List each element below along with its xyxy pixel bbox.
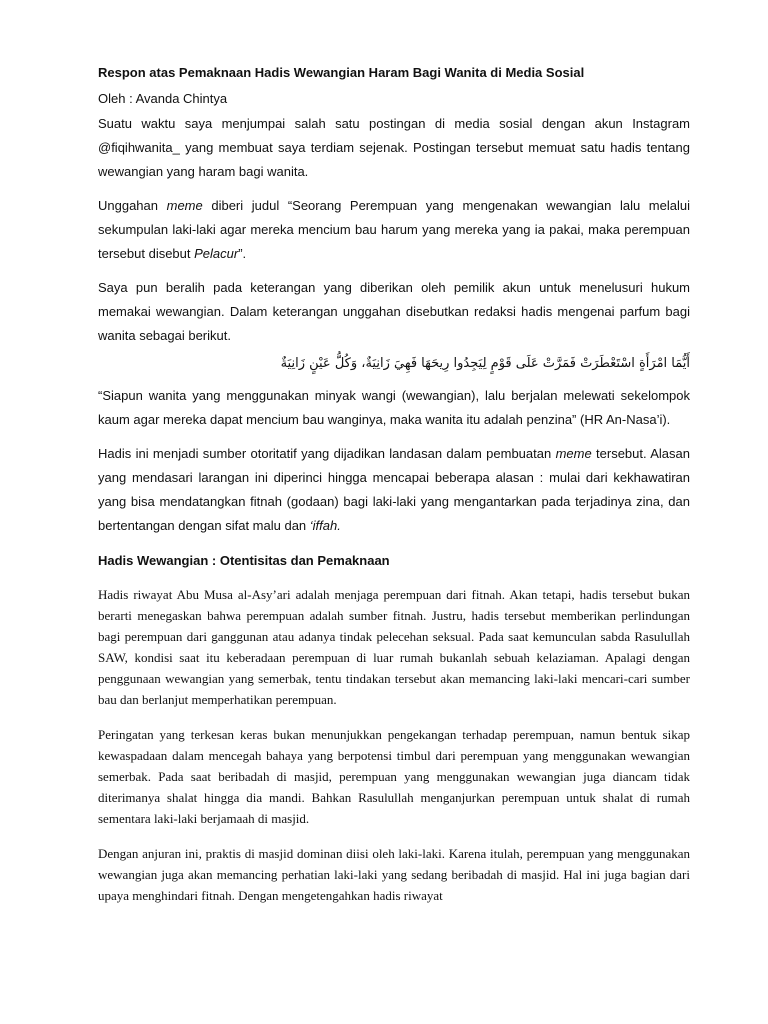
iffah-term: ‘iffah. [309, 518, 341, 533]
section-paragraph-3-clip [98, 843, 690, 903]
meme-term-2: meme [555, 446, 592, 461]
document-page [98, 64, 690, 903]
paragraph-4-text-a: Hadis ini menjadi sumber otoritatif yang dijadikan landasan dalam pembuatan [98, 446, 556, 461]
hadith-translation: “Siapun wanita yang menggunakan minyak wangi (wewangian), lalu berjalan melewati sekelompok kaum agar mereka dapat mencium bau wanginya, maka wanita itu adalah penzina” (HR An-Nasa’i). [98, 388, 690, 427]
paragraph-2-text-c: ”. [238, 246, 247, 261]
paragraph-4-text-b: tersebut. Alasan yang mendasari larangan ini diperinci hingga mencapai beberapa alasan : mulai dari kekhawatiran yang bisa mendatangkan fitnah (godaan) bagi laki-laki yang mengantarkan pada terjadinya zina, dan bertentangan dengan sifat malu dan [98, 446, 690, 533]
paragraph-2-text-b: diberi judul “Seorang Perempuan yang mengenakan wewangian lalu melalui sekumpulan laki-laki agar mereka mencium bau harum yang mereka yang ia pakai, maka perempuan tersebut disebut [98, 198, 690, 261]
paragraph-1: Suatu waktu saya menjumpai salah satu postingan di media sosial dengan akun Instagram @fiqihwanita_ yang membuat saya terdiam sejenak. Postingan tersebut memuat satu hadis tentang wewangian yang haram bagi wanita. [98, 116, 690, 179]
meme-term: meme [166, 198, 203, 213]
author-line: Oleh : Avanda Chintya [98, 91, 228, 106]
section-paragraph-2: Peringatan yang terkesan keras bukan menunjukkan pengekangan terhadap perempuan, namun bentuk sikap kewaspadaan dalam mencegah bahaya yang berpotensi timbul dari perempuan yang menggunakan wewangian semerbak. Pada saat beribadah di masjid, perempuan yang menggunakan wewangian juga diancam tidak diterimanya shalat hingga dia mandi. Bahkan Rasulullah menganjurkan perempuan untuk shalat di rumah sementara laki-laki berjamaah di masjid. [98, 727, 690, 826]
section-paragraph-1: Hadis riwayat Abu Musa al-Asy’ari adalah menjaga perempuan dari fitnah. Akan tetapi, hadis tersebut bukan berarti menegaskan bahwa perempuan adalah sumber fitnah. Justru, hadis tersebut memberikan perlindungan bagi perempuan dari ganggunan atau adanya tindak pelecehan seksual. Pada saat kemunculan sabda Rasulullah SAW, kondisi saat itu keberadaan perempuan di luar rumah bukanlah sebuah kelaziaman. Apalagi dengan penggunaan wewangian yang semerbak, tentu tindakan tersebut akan memancing laki-laki mencari-cari sumber bau dan berlanjut memperhatikan perempuan. [98, 587, 690, 707]
paragraph-2 [98, 194, 690, 266]
article-title: Respon atas Pemaknaan Hadis Wewangian Haram Bagi Wanita di Media Sosial [98, 65, 585, 80]
section-paragraph-3: Dengan anjuran ini, praktis di masjid dominan diisi oleh laki-laki. Karena itulah, perempuan yang menggunakan wewangian juga akan memancing perhatian laki-laki yang sedang beribadah di masjid. Hal ini juga bagian dari upaya menghindari fitnah. Dengan mengetengahkan hadis riwayat [98, 846, 690, 903]
arabic-hadith: أَيُّمَا امْرَأَةٍ اسْتَعْطَرَتْ فَمَرَّتْ عَلَى قَوْمٍ لِيَجِدُوا رِيحَهَا فَهِيَ زَانِيَةٌ، وَكُلُّ عَيْنٍ زَانِيَةٌ [280, 356, 690, 371]
pelacur-term: Pelacur [194, 246, 239, 261]
paragraph-4 [98, 442, 690, 538]
section-heading: Hadis Wewangian : Otentisitas dan Pemaknaan [98, 553, 390, 568]
paragraph-2-text-a: Unggahan [98, 198, 167, 213]
paragraph-3: Saya pun beralih pada keterangan yang diberikan oleh pemilik akun untuk menelusuri hukum memakai wewangian. Dalam keterangan unggahan disebutkan redaksi hadis mengenai parfum bagi wanita sebagai berikut. [98, 280, 690, 343]
